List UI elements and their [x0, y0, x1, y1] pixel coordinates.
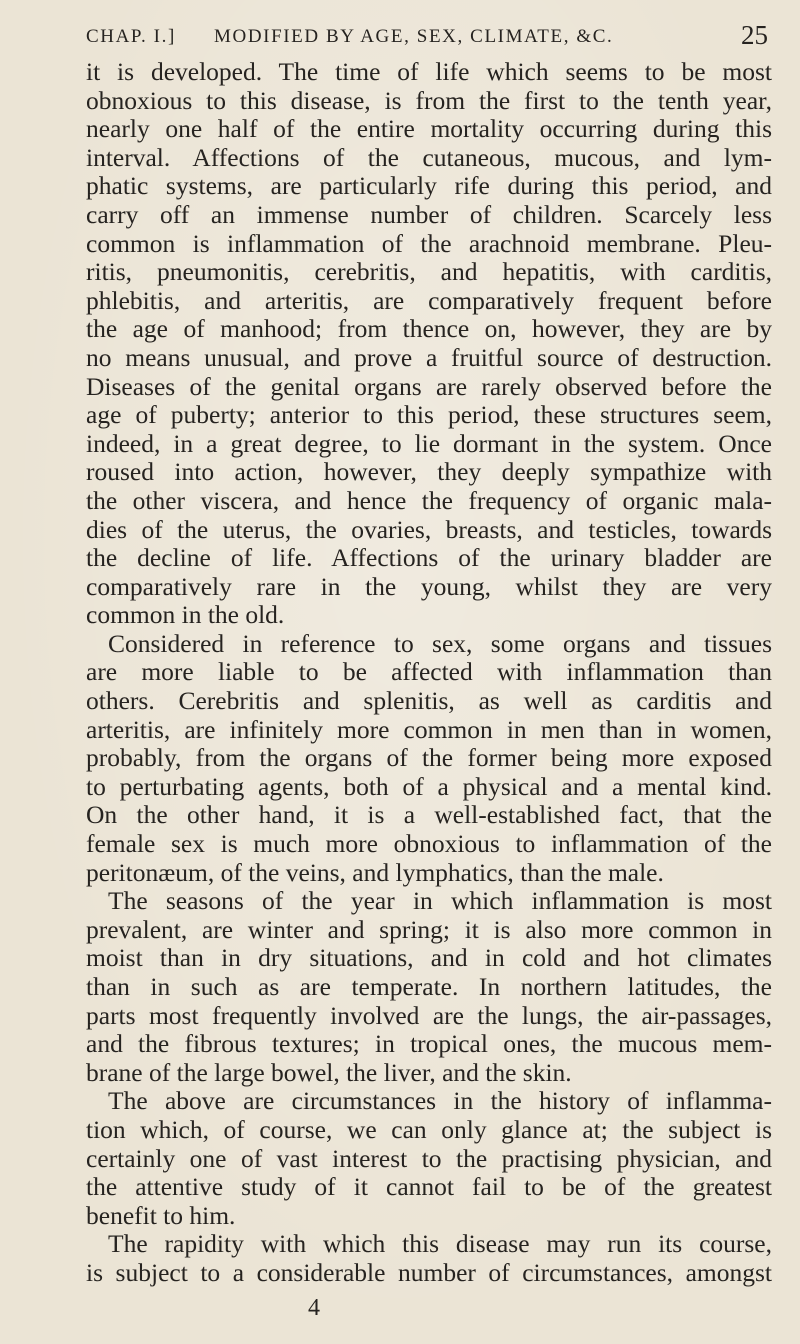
- text-line: than in such as are temperate. In northern latitudes, the: [86, 972, 772, 1001]
- text-line: certainly one of vast interest to the practising physician, and: [86, 1143, 772, 1173]
- text-line: common in the old.: [86, 600, 285, 630]
- page-number: 25: [741, 20, 768, 50]
- text-line: the other viscera, and hence the frequency of organic mala-: [86, 485, 772, 515]
- text-line: phlebitis, and arteritis, are comparatively frequent before: [86, 285, 772, 315]
- chapter-label: CHAP. I.]: [86, 26, 176, 47]
- text-line: benefit to him.: [86, 1200, 236, 1230]
- signature-mark: 4: [308, 1295, 320, 1321]
- text-line: peritonæum, of the veins, and lymphatics, than the male.: [86, 857, 664, 887]
- text-line: probably, from the organs of the former being more exposed: [86, 743, 772, 773]
- text-line: nearly one half of the entire mortality occurring during this: [86, 114, 772, 144]
- text-line: and the fibrous textures; in tropical ones, the mucous mem-: [86, 1029, 772, 1059]
- text-line: arteritis, are infinitely more common in men than in women,: [86, 714, 772, 744]
- text-line: indeed, in a great degree, to lie dormant in the system. Once: [86, 428, 772, 458]
- text-line: parts most frequently involved are the lungs, the air-passages,: [86, 1000, 772, 1030]
- text-line: The above are circumstances in the history of inflamma-: [108, 1086, 772, 1116]
- text-line: interval. Affections of the cutaneous, mucous, and lym-: [86, 142, 772, 172]
- text-line: roused into action, however, they deeply sympathize with: [86, 457, 772, 487]
- text-line: The rapidity with which this disease may run its course,: [108, 1229, 772, 1259]
- text-line: tion which, of course, we can only glance at; the subject is: [86, 1114, 772, 1144]
- text-line: age of puberty; anterior to this period, these structures seem,: [86, 400, 772, 430]
- text-line: the age of manhood; from thence on, however, they are by: [86, 314, 772, 344]
- running-header: [86, 20, 768, 54]
- text-line: comparatively rare in the young, whilst they are very: [86, 571, 772, 601]
- text-line: ritis, pneumonitis, cerebritis, and hepatitis, with carditis,: [86, 257, 772, 287]
- running-title: MODIFIED BY AGE, SEX, CLIMATE, &C.: [214, 26, 614, 47]
- text-line: obnoxious to this disease, is from the first to the tenth year,: [86, 85, 772, 115]
- body-text: [86, 58, 772, 1288]
- text-line: Diseases of the genital organs are rarely observed before the: [86, 371, 772, 401]
- text-line: prevalent, are winter and spring; it is also more common in: [86, 914, 772, 944]
- text-line: Considered in reference to sex, some organs and tissues: [108, 628, 772, 658]
- text-line: On the other hand, it is a well-established fact, that the: [86, 800, 772, 830]
- text-line: the decline of life. Affections of the urinary bladder are: [86, 543, 772, 573]
- text-line: phatic systems, are particularly rife during this period, and: [86, 171, 772, 201]
- text-line: others. Cerebritis and splenitis, as well as carditis and: [86, 686, 772, 716]
- text-line: the attentive study of it cannot fail to be of the greatest: [86, 1172, 772, 1202]
- text-line: female sex is much more obnoxious to inflammation of the: [86, 829, 772, 859]
- text-line: are more liable to be affected with inflammation than: [86, 657, 772, 687]
- text-line: to perturbating agents, both of a physical and a mental kind.: [86, 771, 772, 801]
- text-line: The seasons of the year in which inflammation is most: [108, 886, 772, 916]
- text-line: moist than in dry situations, and in cold and hot climates: [86, 943, 772, 973]
- text-line: no means unusual, and prove a fruitful source of destruction.: [86, 342, 772, 372]
- text-line: brane of the large bowel, the liver, and the skin.: [86, 1057, 572, 1087]
- text-line: dies of the uterus, the ovaries, breasts, and testicles, towards: [86, 514, 772, 544]
- text-line: common is inflammation of the arachnoid membrane. Pleu-: [86, 228, 772, 258]
- text-line: is subject to a considerable number of circumstances, amongst: [86, 1257, 772, 1287]
- text-line: it is developed. The time of life which seems to be most: [86, 57, 772, 86]
- text-line: carry off an immense number of children. Scarcely less: [86, 199, 772, 229]
